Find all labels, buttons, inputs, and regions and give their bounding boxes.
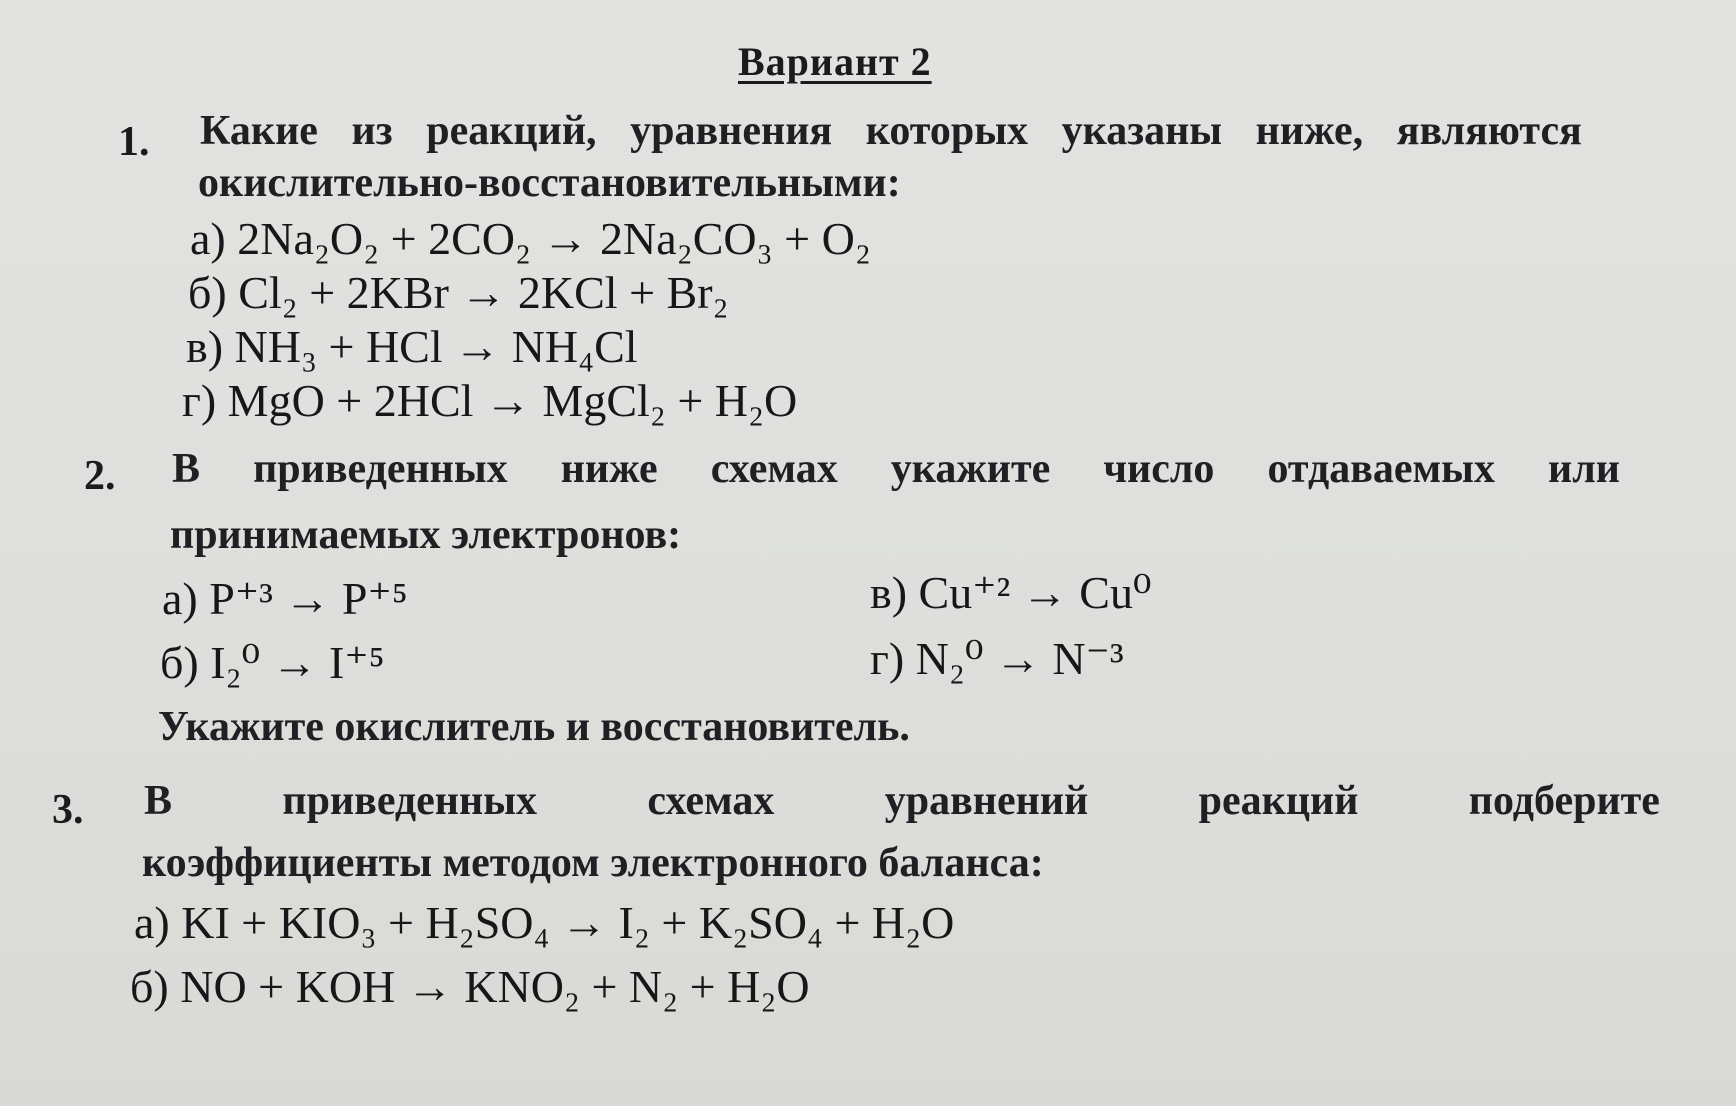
- q1-text-line1: [200, 110, 1582, 152]
- q2-word: ниже: [560, 446, 658, 492]
- q3-word: подберите: [1468, 778, 1660, 824]
- q1-reaction-c: в) NH₃ + HCl → NH₄Cl: [186, 321, 638, 372]
- q1-reaction-d: г) MgO + 2HCl → MgCl₂ + H₂O: [182, 375, 798, 426]
- q1-reaction-b: б) Cl₂ + 2KBr → 2KCl + Br₂: [188, 267, 729, 318]
- q2-text-line1: [172, 448, 1620, 490]
- q1-reaction-a: а) 2Na₂O₂ + 2CO₂ → 2Na₂CO₃ + O₂: [190, 213, 871, 264]
- q2-number: 2.: [84, 453, 116, 499]
- q1-word: указаны: [1061, 108, 1223, 154]
- q2-scheme-g: г) N₂⁰ → N⁻³: [870, 633, 1124, 684]
- q2-word: или: [1548, 446, 1620, 492]
- q2-word: схемах: [710, 446, 838, 492]
- q2-word: число: [1103, 446, 1215, 492]
- q2-word: В: [172, 446, 201, 492]
- q1-text-line2: окислительно-восстановительными:: [198, 160, 901, 206]
- q3-number: 3.: [52, 787, 84, 833]
- q2-text-line2: принимаемых электронов:: [170, 512, 682, 558]
- q1-word: реакций,: [426, 108, 597, 154]
- q2-scheme-a: а) P⁺³ → P⁺⁵: [162, 573, 408, 624]
- variant-title: Вариант 2: [738, 39, 932, 84]
- q3-equation-b: б) NO + KOH → KNO₂ + N₂ + H₂O: [130, 961, 810, 1012]
- q1-word: ниже,: [1255, 108, 1364, 154]
- q2-word: приведенных: [253, 446, 508, 492]
- q1-number: 1.: [118, 119, 150, 165]
- q2-word: отдаваемых: [1267, 446, 1495, 492]
- q3-text-line2: коэффициенты методом электронного баланса:: [142, 840, 1044, 886]
- q3-word: приведенных: [282, 778, 537, 824]
- q2-word: укажите: [890, 446, 1051, 492]
- q1-word: уравнения: [630, 108, 833, 154]
- q3-word: схемах: [647, 778, 775, 824]
- q3-text-line1: [144, 780, 1660, 822]
- q3-word: реакций: [1198, 778, 1359, 824]
- q1-word: из: [351, 108, 393, 154]
- q1-word: являются: [1396, 108, 1582, 154]
- q3-word: уравнений: [884, 778, 1089, 824]
- q3-equation-a: а) KI + KIO₃ + H₂SO₄ → I₂ + K₂SO₄ + H₂O: [134, 897, 955, 948]
- q2-scheme-b: б) I₂⁰ → I⁺⁵: [160, 637, 385, 688]
- q1-word: Какие: [200, 108, 318, 154]
- q2-scheme-v: в) Cu⁺² → Cu⁰: [870, 567, 1152, 618]
- q3-word: В: [144, 778, 173, 824]
- q2-task: Укажите окислитель и восстановитель.: [158, 704, 910, 750]
- q1-word: которых: [865, 108, 1029, 154]
